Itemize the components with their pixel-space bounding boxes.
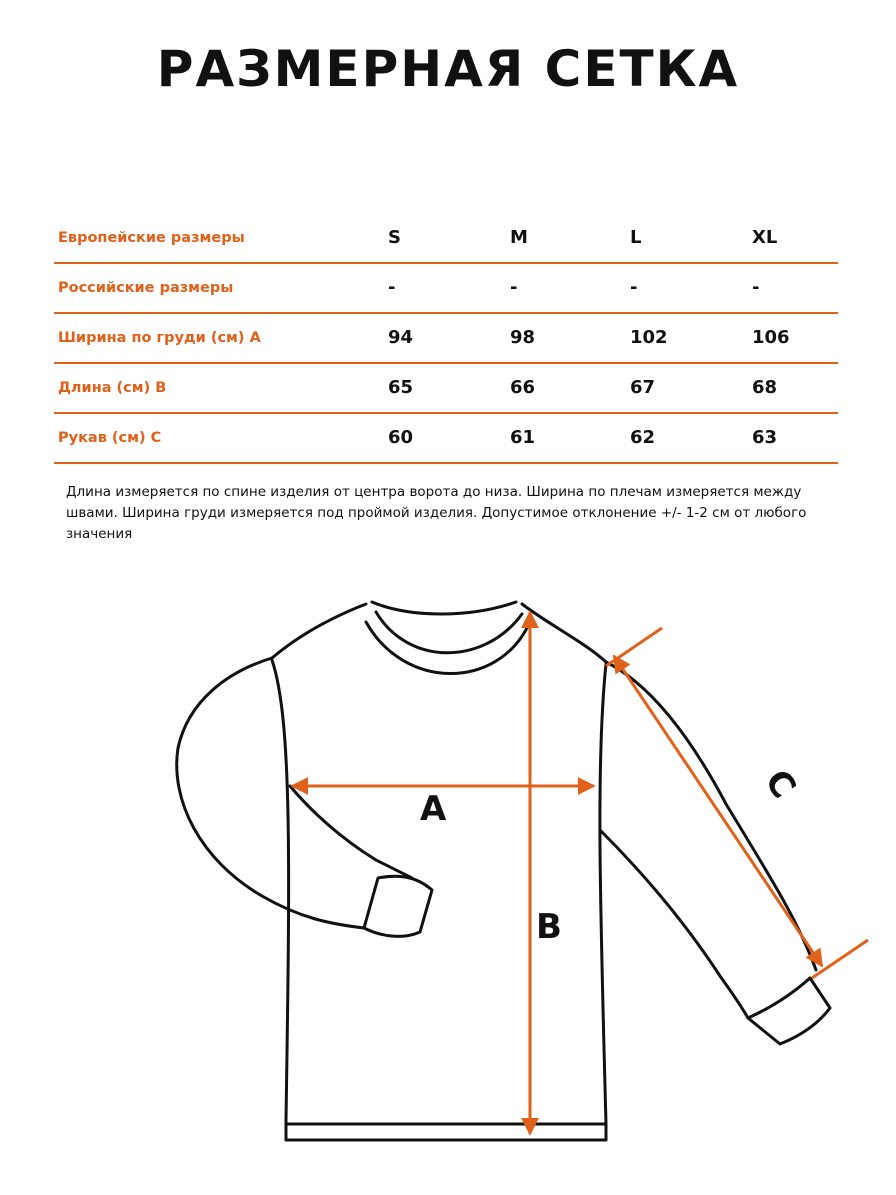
measurement-note: Длина измеряется по спине изделия от центра ворота до низа. Ширина по плечам измеряется между швами. Ширина груди измеряется под проймой изделия. Допустимое отклонение +/- 1-2 см от любого значения [66, 484, 807, 542]
body-right-shoulder [522, 604, 606, 662]
table-cell: 68 [752, 377, 778, 398]
table-cell: - [510, 277, 518, 298]
row-label: Европейские размеры [58, 230, 245, 246]
table-cell: 66 [510, 377, 536, 398]
label-b: B [536, 907, 562, 947]
body-left-side [272, 660, 289, 1120]
right-sleeve-outer [606, 662, 816, 970]
left-cuff [364, 876, 432, 936]
table-cell: XL [752, 227, 778, 248]
measurement-lines [292, 612, 868, 1134]
table-cell: - [752, 277, 760, 298]
body-right-side [600, 664, 606, 1124]
table-cell: S [388, 227, 401, 248]
row-label: Длина (см) В [58, 380, 167, 396]
sweatshirt-outline [177, 602, 830, 1140]
collar-outer [372, 602, 516, 614]
measure-c-line [614, 656, 822, 966]
right-cuff [748, 978, 830, 1044]
body-left-shoulder [272, 604, 366, 658]
row-label: Российские размеры [58, 280, 234, 296]
page-title: РАЗМЕРНАЯ СЕТКА [156, 40, 740, 98]
table-cell: 98 [510, 327, 536, 348]
table-cell: 102 [630, 327, 668, 348]
table-cell: 62 [630, 427, 656, 448]
label-c: C [756, 762, 804, 806]
table-cell: 94 [388, 327, 414, 348]
table-cell: 67 [630, 377, 656, 398]
table-cell: L [630, 227, 642, 248]
left-sleeve-outer [177, 658, 364, 928]
table-cell: 65 [388, 377, 414, 398]
table-cell: 60 [388, 427, 414, 448]
table-cell: 61 [510, 427, 536, 448]
table-cell: - [630, 277, 638, 298]
row-label: Рукав (см) С [58, 430, 162, 446]
table-cell: 106 [752, 327, 790, 348]
table-cell: - [388, 277, 396, 298]
measure-c-tick-bottom [812, 940, 868, 978]
row-label: Ширина по груди (см) А [58, 330, 261, 346]
right-sleeve-inner [600, 830, 748, 1018]
collar-inner [376, 612, 522, 653]
label-a: A [420, 789, 447, 829]
table-cell: M [510, 227, 528, 248]
table-cell: 63 [752, 427, 778, 448]
left-sleeve-inner [290, 786, 412, 878]
measure-c-tick-top [606, 628, 662, 666]
